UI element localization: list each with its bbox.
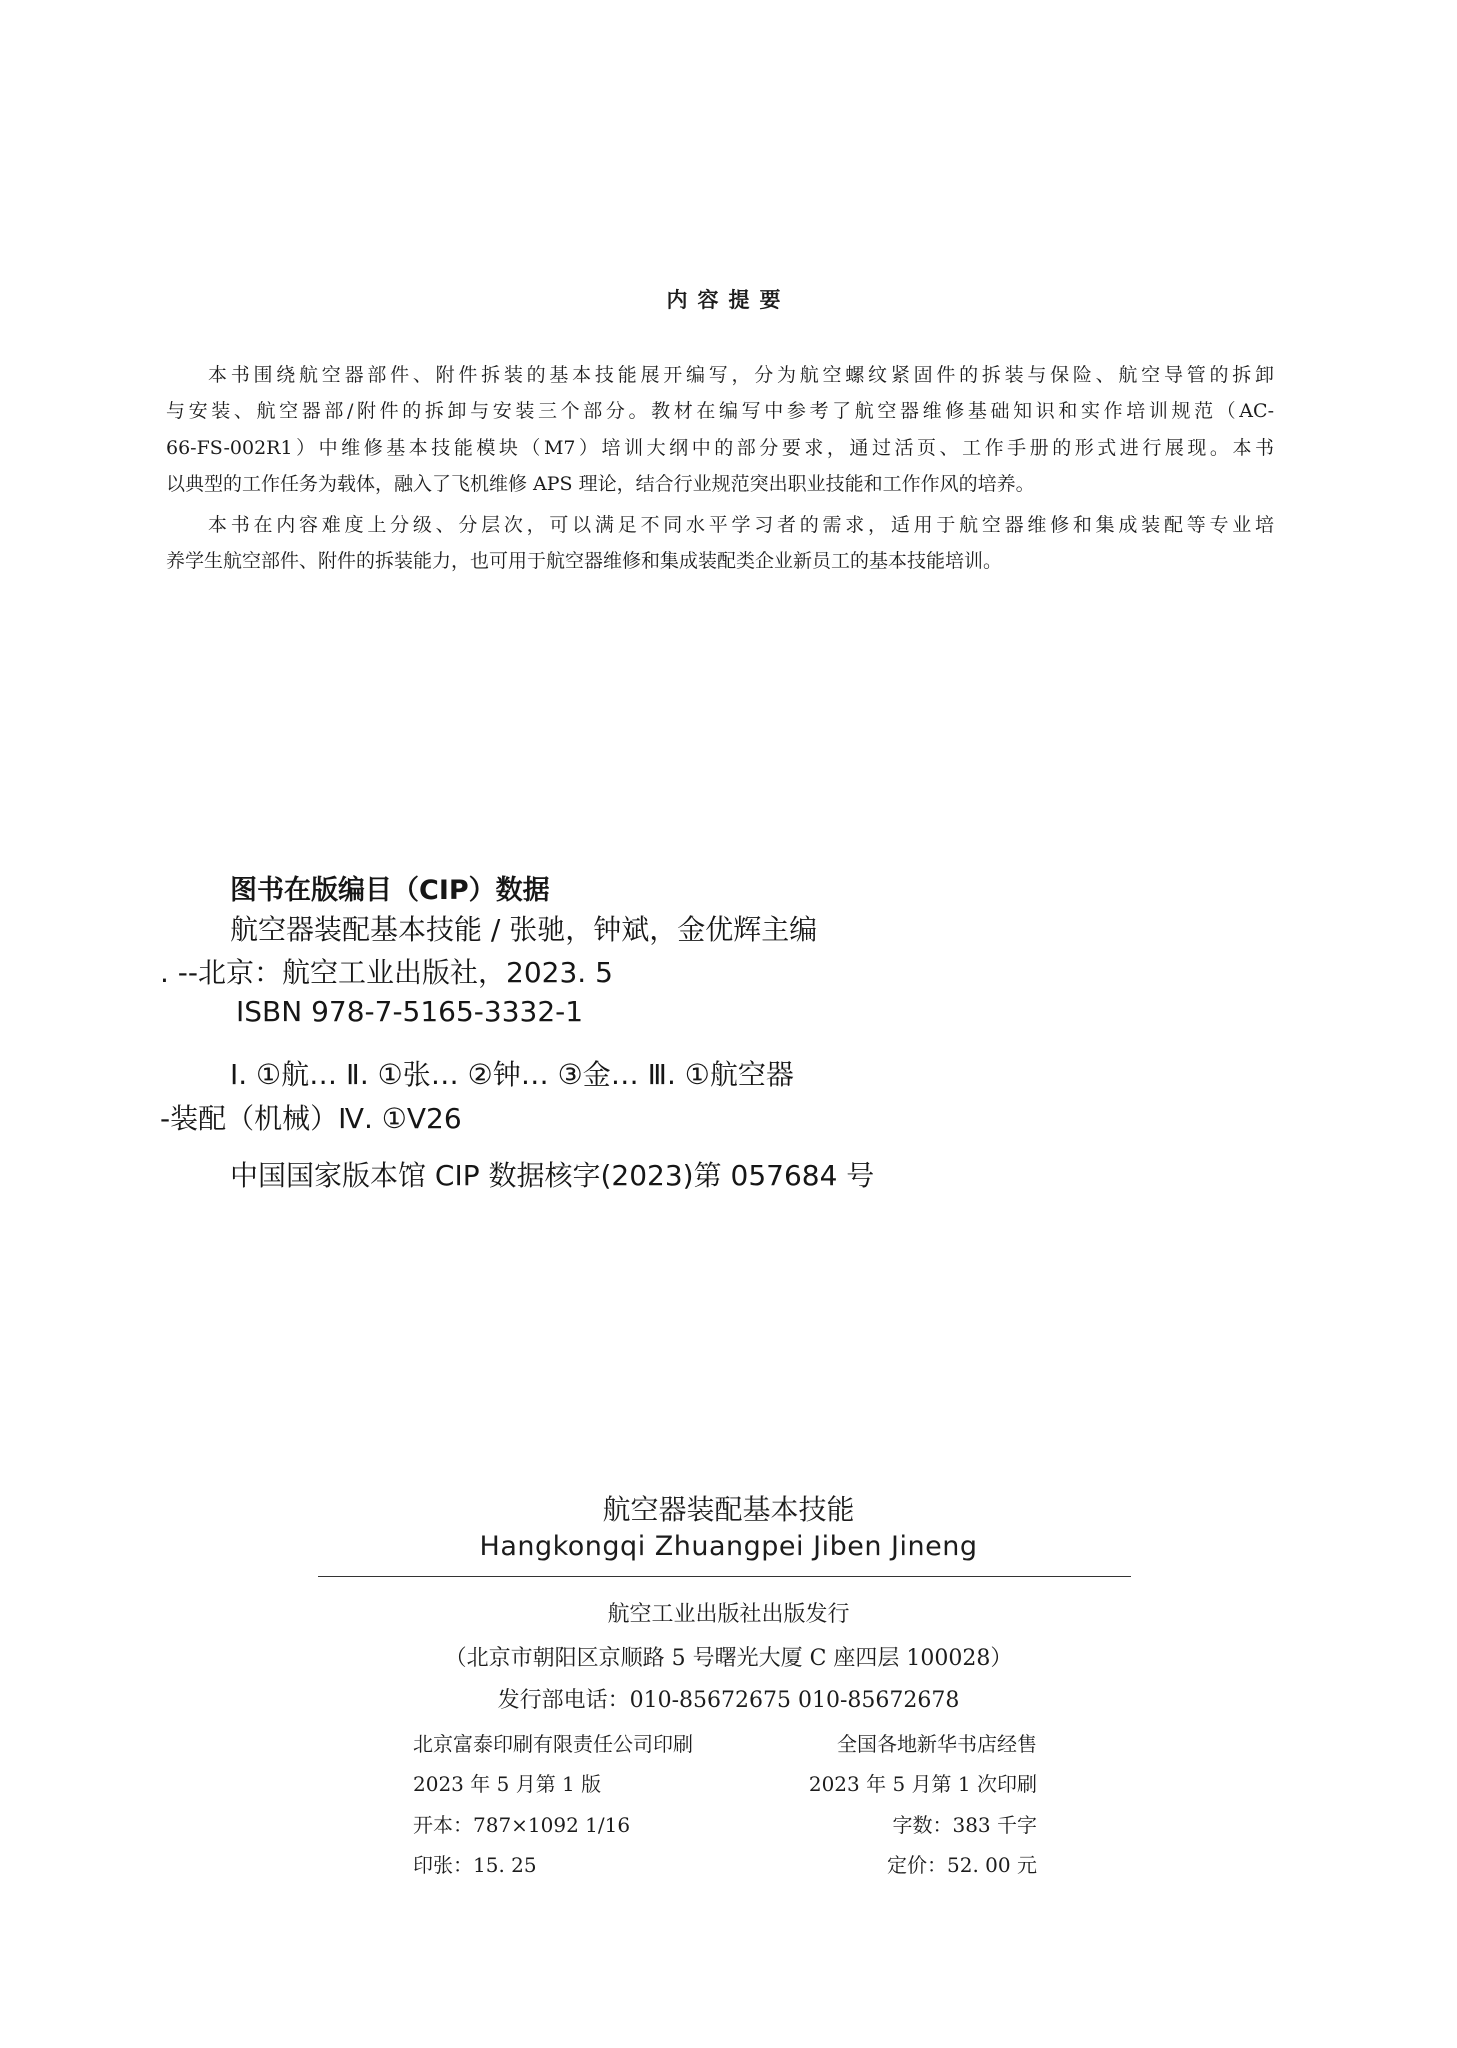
cip-heading: 图书在版编目（CIP）数据 (230, 875, 550, 906)
colophon-format: 开本：787×1092 1/16 (413, 1813, 631, 1837)
cip-subject-line-2: -装配（机械）Ⅳ. ①V26 (160, 1102, 462, 1135)
cip-subject-line-1: Ⅰ. ①航… Ⅱ. ①张… ②钟… ③金… Ⅲ. ①航空器 (230, 1058, 794, 1091)
summary-title: 内容提要 (666, 288, 791, 312)
colophon-divider (318, 1576, 1131, 1577)
colophon-address: （北京市朝阳区京顺路 5 号曙光大厦 C 座四层 100028） (444, 1646, 1013, 1671)
colophon-printer: 北京富泰印刷有限责任公司印刷 (413, 1732, 693, 1756)
colophon-sheets: 印张：15. 25 (413, 1853, 537, 1877)
colophon-printing: 2023 年 5 月第 1 次印刷 (808, 1772, 1037, 1796)
summary-line: 66-FS-002R1）中维修基本技能模块（M7）培训大纲中的部分要求，通过活页、工作手册的形式进行展现。本书 (166, 437, 1274, 459)
colophon-pinyin-title: Hangkongqi Zhuangpei Jiben Jineng (479, 1531, 978, 1562)
summary-line: 养学生航空部件、附件的拆装能力，也可用于航空器维修和集成装配类企业新员工的基本技能培训。 (166, 550, 1003, 572)
summary-line: 与安装、航空器部/附件的拆卸与安装三个部分。教材在编写中参考了航空器维修基础知识和实作培训规范（AC- (166, 400, 1274, 422)
colophon-word-count: 字数：383 千字 (892, 1813, 1037, 1837)
summary-line: 本书围绕航空器部件、附件拆装的基本技能展开编写，分为航空螺纹紧固件的拆装与保险、航空导管的拆卸 (208, 364, 1274, 386)
colophon-phone: 发行部电话：010-85672675 010-85672678 (497, 1688, 960, 1713)
colophon-edition: 2023 年 5 月第 1 版 (413, 1772, 602, 1796)
cip-title-line: 航空器装配基本技能 / 张驰，钟斌，金优辉主编 (230, 913, 818, 946)
cip-isbn: ISBN 978-7-5165-3332-1 (236, 995, 584, 1028)
colophon-price: 定价：52. 00 元 (887, 1853, 1037, 1877)
summary-line: 以典型的工作任务为载体，融入了飞机维修 APS 理论，结合行业规范突出职业技能和工作作风的培养。 (166, 473, 1035, 495)
colophon-book-title: 航空器装配基本技能 (602, 1493, 855, 1526)
colophon-publisher: 航空工业出版社出版发行 (607, 1602, 850, 1627)
colophon-distributor: 全国各地新华书店经售 (837, 1732, 1037, 1756)
cip-publisher-line: . --北京：航空工业出版社，2023. 5 (160, 956, 613, 989)
summary-line: 本书在内容难度上分级、分层次，可以满足不同水平学习者的需求，适用于航空器维修和集成装配等专业培 (208, 514, 1274, 536)
cip-verification: 中国国家版本馆 CIP 数据核字(2023)第 057684 号 (230, 1159, 875, 1192)
